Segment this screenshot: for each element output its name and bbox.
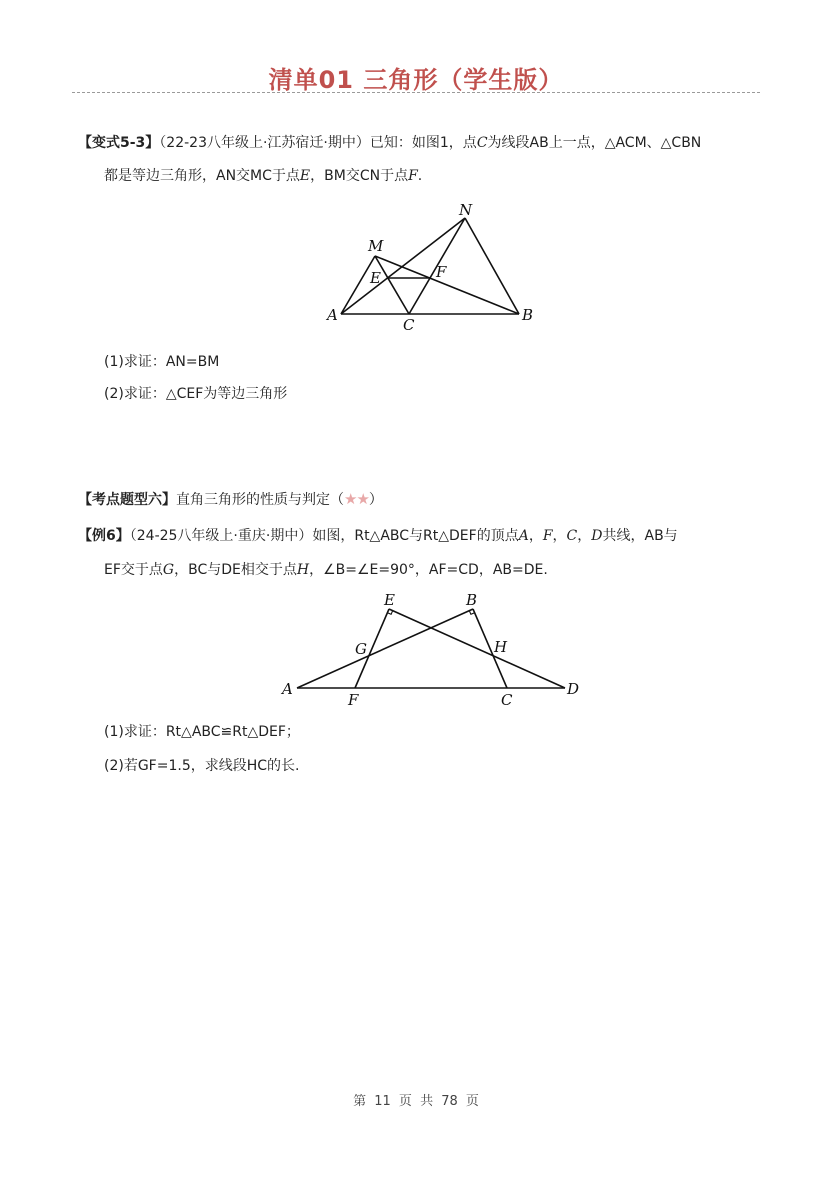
label-e: E — [370, 269, 381, 287]
problem-53-question-2: (2)求证：△CEF为等边三角形 — [104, 386, 288, 402]
label-n: N — [459, 201, 473, 219]
segment-ed — [389, 609, 565, 688]
section-6-tag: 【考点题型六】 — [78, 492, 176, 508]
segment-nb — [465, 218, 519, 314]
problem-53-source: （22-23八年级上·江苏宿迁·期中） — [159, 135, 370, 151]
label-c: C — [403, 316, 415, 334]
figure-right-triangles — [275, 585, 595, 710]
example-6-line-1 — [78, 527, 678, 545]
figure-equilateral-triangles — [320, 198, 550, 340]
problem-53-var-c: C — [476, 135, 488, 151]
label-b: B — [522, 306, 534, 324]
label-e: E — [384, 591, 395, 609]
example-6-text: 如图，Rt△ABC与Rt△DEF的顶点 — [312, 528, 519, 544]
label-h: H — [494, 638, 508, 656]
example-6-var-g: G — [162, 562, 175, 578]
problem-53-text: ，BM交CN于点 — [310, 168, 409, 184]
problem-53-text: 为线段AB上一点，△ACM、△CBN — [487, 135, 702, 151]
page-title: 清单01 三角形（学生版） — [268, 66, 564, 94]
example-6-var-d: D — [591, 528, 603, 544]
example-6-var-f: F — [542, 528, 553, 544]
label-b: B — [466, 591, 478, 609]
example-6-text: ，BC与DE相交于点 — [174, 562, 297, 578]
example-6-source: （24-25八年级上·重庆·期中） — [129, 528, 313, 544]
example-6-text: 共线，AB与 — [602, 528, 678, 544]
label-f: F — [348, 691, 359, 709]
segment-bm — [375, 256, 519, 314]
problem-53-var-e: E — [299, 168, 311, 184]
segment-ab — [297, 609, 473, 688]
label-a: A — [327, 306, 338, 324]
page-number: 第 11 页 共 78 页 — [353, 1094, 479, 1109]
section-6-paren: ） — [368, 492, 383, 508]
example-6-text: ，∠B=∠E=90°，AF=CD，AB=DE. — [309, 562, 548, 578]
example-6-var-c: C — [566, 528, 578, 544]
section-6-paren: （ — [330, 492, 344, 508]
problem-53-text: . — [417, 168, 423, 184]
problem-53-text: 都是等边三角形，AN交MC于点 — [104, 168, 300, 184]
title-divider — [72, 92, 760, 93]
example-6-sep: ， — [528, 528, 543, 544]
label-d: D — [567, 680, 580, 698]
problem-53-line-1 — [78, 134, 701, 152]
section-6-title: 直角三角形的性质与判定 — [176, 492, 330, 508]
difficulty-star-icon: ★★ — [344, 490, 369, 508]
problem-53-line-2 — [104, 167, 422, 185]
example-6-text: EF交于点 — [104, 562, 163, 578]
section-6-heading — [78, 490, 383, 509]
problem-53-tag: 【变式5-3】 — [78, 135, 160, 151]
label-f: F — [436, 263, 447, 281]
label-g: G — [355, 640, 367, 658]
example-6-sep: ， — [552, 528, 567, 544]
example-6-question-2: (2)若GF=1.5，求线段HC的长. — [104, 758, 300, 774]
label-c: C — [501, 691, 513, 709]
example-6-question-1: (1)求证：Rt△ABC≌Rt△DEF； — [104, 724, 300, 740]
example-6-sep: ， — [577, 528, 592, 544]
example-6-var-h: H — [296, 562, 310, 578]
example-6-var-a: A — [518, 528, 529, 544]
problem-53-var-f: F — [408, 168, 418, 184]
problem-53-text: 已知：如图1，点 — [369, 135, 477, 151]
label-a: A — [282, 680, 293, 698]
example-6-line-2 — [104, 561, 548, 579]
label-m: M — [368, 237, 384, 255]
example-6-tag: 【例6】 — [78, 528, 130, 544]
problem-53-question-1: (1)求证：AN=BM — [104, 354, 220, 370]
